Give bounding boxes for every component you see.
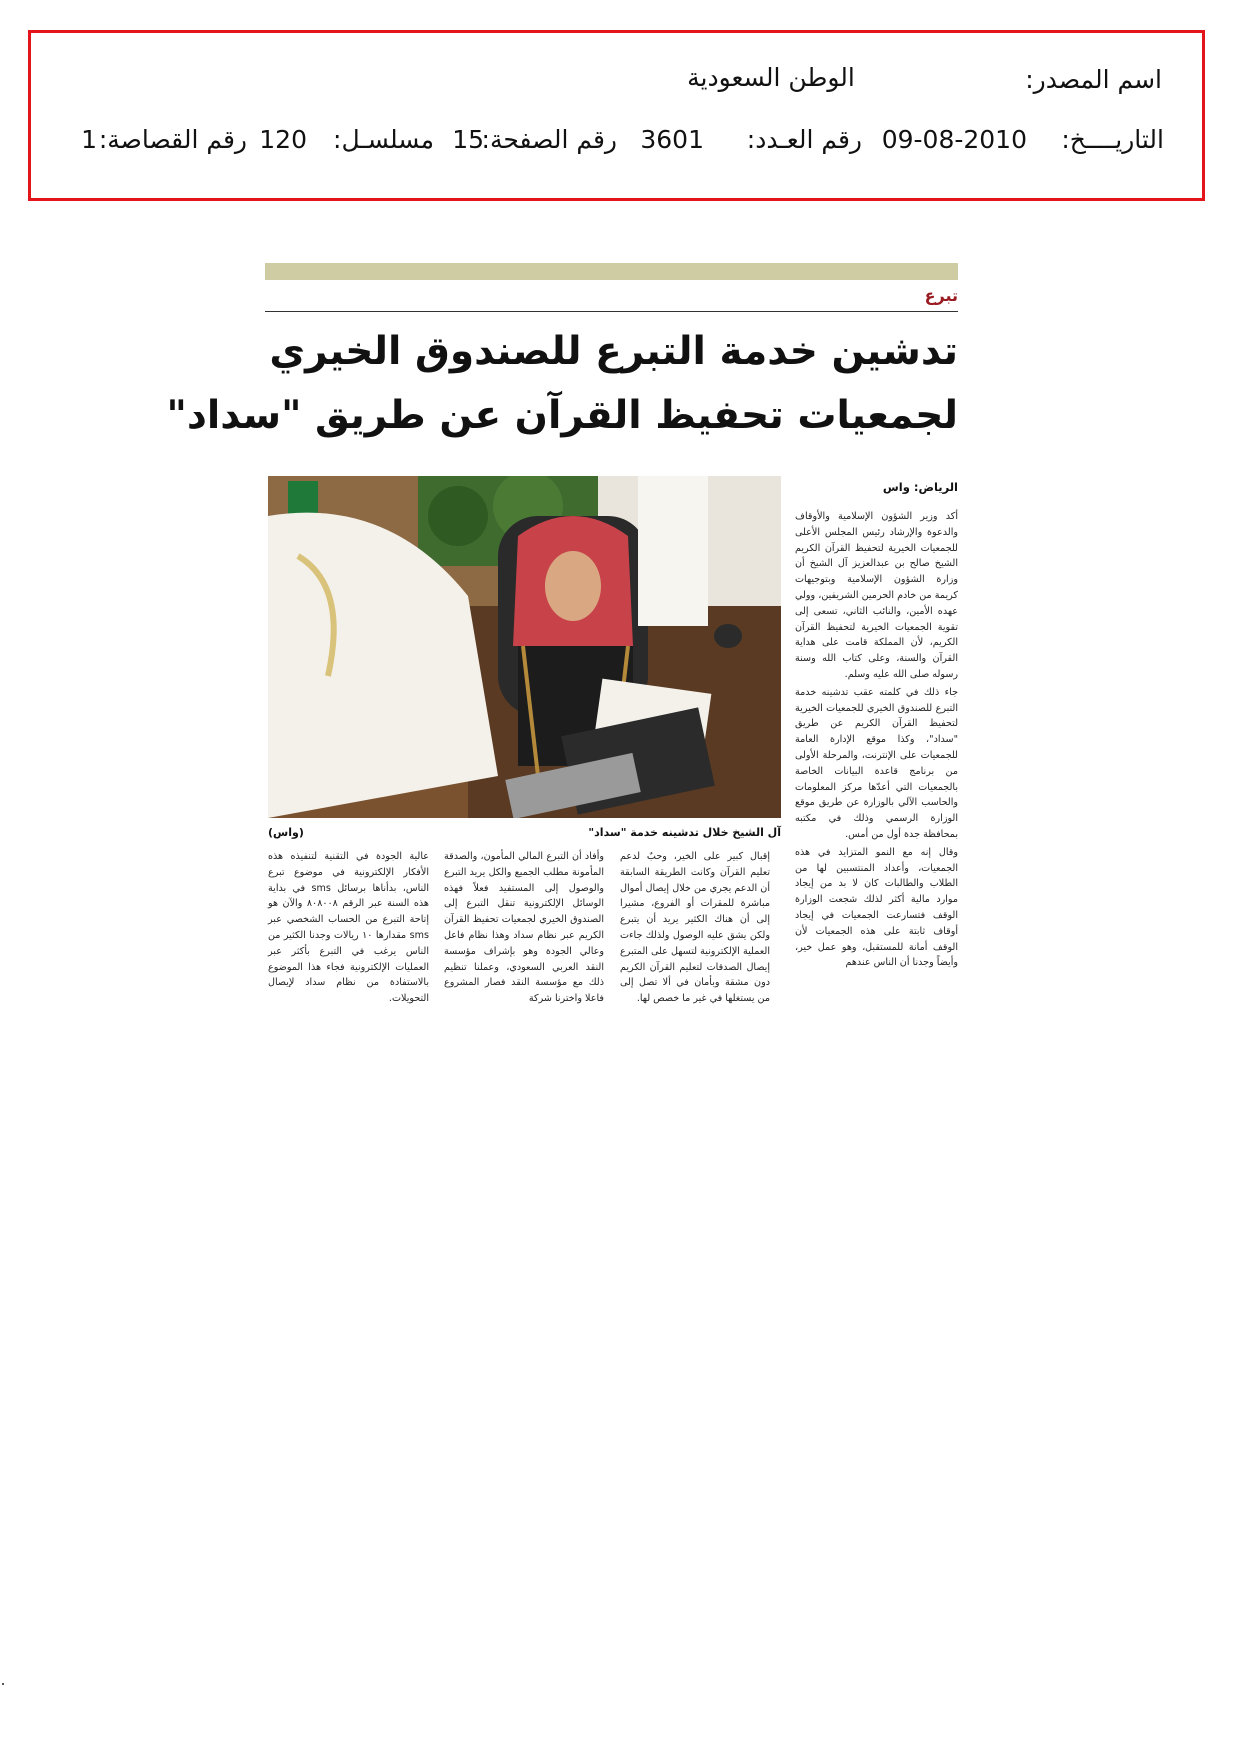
article-column-4 xyxy=(268,849,429,1009)
date-label: التاريــــخ: xyxy=(1061,125,1164,154)
issue-label: رقم العـدد: xyxy=(746,125,862,154)
article-column-2 xyxy=(620,849,770,1009)
article-headline xyxy=(166,320,958,448)
photo-credit: (واس) xyxy=(268,826,304,839)
issue-value: 3601 xyxy=(640,125,704,154)
page-value: 15 xyxy=(452,125,484,154)
paragraph: إقبال كبير على الخير، وحبٌ لدعم تعليم القرآن وكانت الطريقة السابقة أن الدعم يجري من خلال إيصال أموال مباشرة للمقرات أو الفروع، مشيرا إلى أن هناك الكثير يريد أن يتبرع ولكن يشق عليه الوصول ولذلك جاءت العملية الإلكترونية لتسهل على المتبرع إيصال الصدقات لتعليم القرآن الكريم دون مشقة وبأمان في ألا تصل إلى من يستغلها في غير ما خصص لها. xyxy=(620,851,770,1005)
page-label: رقم الصفحة: xyxy=(481,125,617,154)
paragraph: عالية الجودة في التقنية لتنفيذه هذه الأفكار الإلكترونية في موضوع تبرع الناس، بدأناها برسائل sms في بداية هذه السنة عبر الرقم ٨٠٨٠٠٨ والآن هو إتاحة التبرع من الحساب الشخصي عبر sms مقدارها ١٠ ريالات وجدنا الكثير من الناس يرغب في التبرع بأكثر عبر العمليات الإلكترونية فجاء هذا الموضوع بالاستفادة من نظام سداد لإيصال التحويلات. xyxy=(268,851,429,1005)
serial-label: مسلسـل: xyxy=(333,125,434,154)
photo-scene-icon xyxy=(268,476,781,818)
source-label: اسم المصدر: xyxy=(1025,65,1162,94)
source-value: الوطن السعودية xyxy=(687,63,855,92)
headline-line-1: تدشين خدمة التبرع للصندوق الخيري xyxy=(269,329,958,374)
paragraph: وقال إنه مع النمو المتزايد في هذه الجمعيات، وأعداد المنتسبين لها من الطلاب والطالبات كان لا بد من إيجاد موارد مالية أكثر لذلك شجعت الوزارة الوقف فتسارعت الجمعيات في إيجاد أوقاف ثابتة على هذه الجمعيات لأن الوقف أمانة للمستقبل، وهو عمل خير، وأيضاً وجدنا أن الناس عندهم xyxy=(795,846,958,969)
paragraph: وأفاد أن التبرع المالي المأمون، والصدقة المأمونة مطلب الجميع والكل يريد التبرع والوصول إلى المستفيد فعلاً فهذه الوسائل الإلكترونية تنقل التبرع إلى الصندوق الخيري لجمعيات تحفيظ القرآن الكريم عبر نظام سداد وهذا نظام فاعل وعالي الجودة وهو بإشراف مؤسسة النقد العربي السعودي، وعملنا تنظيم ذلك مع مؤسسة النقد فصار المشروع فاعلا واخترنا شركة xyxy=(444,851,604,1005)
paragraph: جاء ذلك في كلمته عقب تدشينه خدمة التبرع للصندوق الخيري للجمعيات الخيرية لتحفيظ القرآن الكريم عن طريق "سداد"، وكذا موقع الإدارة العامة للجمعيات على الإنترنت، والمرحلة الأولى من برنامج قاعدة البيانات الخاصة بالجمعيات التي أعدّها مركز المعلومات والحاسب الآلي بالوزارة عن طريق موقع الوزارة الرسمي وذلك في مكتبه بمحافظة جدة أول من أمس. xyxy=(795,686,958,840)
clipping-info-box xyxy=(28,30,1205,201)
photo-caption-row xyxy=(268,826,781,839)
date-value: 09-08-2010 xyxy=(881,125,1027,154)
photo-caption: آل الشيخ خلال تدشينه خدمة "سداد" xyxy=(588,826,781,839)
dateline: الرياض: واس xyxy=(882,480,958,494)
section-divider xyxy=(265,311,958,312)
serial-value: 120 xyxy=(259,125,307,154)
headline-line-2: لجمعيات تحفيظ القرآن عن طريق "سداد" xyxy=(166,393,958,438)
section-label: تبرع xyxy=(924,286,958,305)
clip-value: 1 xyxy=(81,125,97,154)
section-band xyxy=(265,263,958,280)
article-column-1 xyxy=(795,509,958,973)
article-photo xyxy=(268,476,781,818)
clip-label: رقم القصاصة: xyxy=(98,125,247,154)
scan-mark xyxy=(2,1683,4,1685)
paragraph: أكد وزير الشؤون الإسلامية والأوقاف والدعوة والإرشاد رئيس المجلس الأعلى للجمعيات الخيرية لتحفيظ القرآن الكريم الشيخ صالح بن عبدالعزيز آل الشيخ أن وزارة الشؤون الإسلامية وبتوجيهات كريمة من خادم الحرمين الشريفين، وولي عهده الأمين، والنائب الثاني، تسعى إلى تقوية الجمعيات الخيرية لتحفيظ القرآن الكريم، لأن المملكة قامت على هداية القرآن والسنة، وعلى كتاب الله وسنة رسوله صلى الله عليه وسلم. xyxy=(795,511,958,680)
article-column-3 xyxy=(444,849,604,1009)
